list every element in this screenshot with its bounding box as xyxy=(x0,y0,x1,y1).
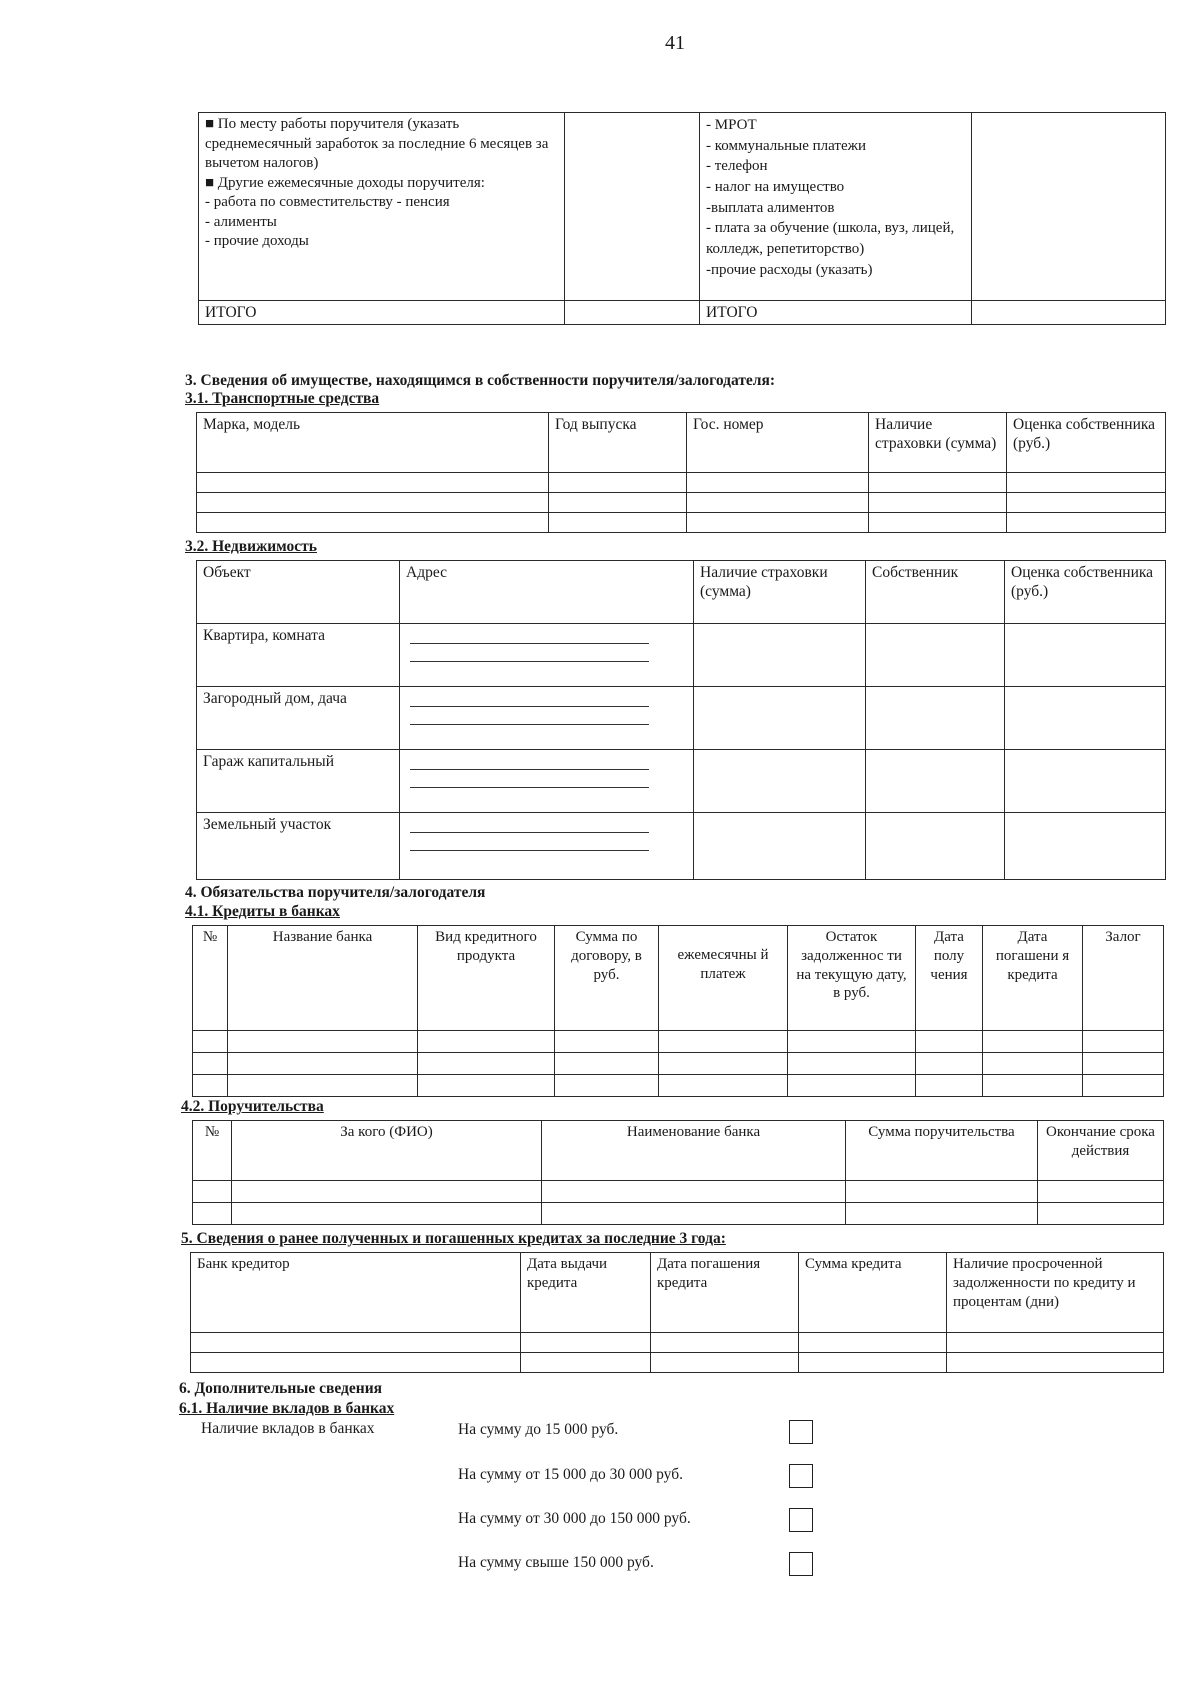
guarantees-header-cell: № xyxy=(193,1121,232,1181)
credits-header-cell: № xyxy=(193,926,228,1031)
prior-credits-header-cell: Банк кредитор xyxy=(191,1253,521,1333)
guarantees-header-cell: Наименование банка xyxy=(542,1121,846,1181)
vehicles-header-cell: Год выпуска xyxy=(549,413,687,473)
deposits-title: 6.1. Наличие вкладов в банках xyxy=(179,1400,395,1417)
section-5-title: 5. Сведения о ранее полученных и погашенных кредитах за последние 3 года: xyxy=(181,1230,726,1247)
table-cell[interactable] xyxy=(846,1203,1038,1225)
table-cell[interactable] xyxy=(916,1031,983,1053)
income-item: ■ По месту работы поручителя (указать среднемесячный заработок за последние 6 месяцев за вычетом налогов) xyxy=(205,116,549,171)
address-line xyxy=(410,815,649,833)
table-cell[interactable] xyxy=(542,1203,846,1225)
table-row xyxy=(197,687,1166,750)
table-cell[interactable] xyxy=(659,1031,788,1053)
address-line xyxy=(410,626,649,644)
guarantees-header-cell: Сумма поручительства xyxy=(846,1121,1038,1181)
table-cell[interactable] xyxy=(983,1031,1083,1053)
vehicles-title: 3.1. Транспортные средства xyxy=(185,390,380,407)
table-cell[interactable] xyxy=(947,1333,1164,1353)
table-cell[interactable] xyxy=(197,473,549,493)
realty-object-label: Квартира, комната xyxy=(197,624,400,687)
table-cell[interactable] xyxy=(555,1031,659,1053)
table-cell[interactable] xyxy=(1007,473,1166,493)
income-item: - алименты xyxy=(205,213,277,230)
expense-total-label: ИТОГО xyxy=(700,301,972,325)
table-cell[interactable] xyxy=(694,750,866,813)
table-cell[interactable] xyxy=(191,1333,521,1353)
table-cell[interactable] xyxy=(521,1333,651,1353)
table-cell[interactable] xyxy=(418,1075,555,1097)
table-cell[interactable] xyxy=(232,1181,542,1203)
income-total-label: ИТОГО xyxy=(199,301,565,325)
table-cell[interactable] xyxy=(869,493,1007,513)
address-line xyxy=(410,644,649,662)
deposit-checkbox-30000-150000[interactable] xyxy=(789,1508,813,1532)
expense-item: - телефон xyxy=(706,158,768,175)
credits-header-cell: Залог xyxy=(1083,926,1164,1031)
realty-object-label: Земельный участок xyxy=(197,813,400,880)
section-4-title: 4. Обязательства поручителя/залогодателя xyxy=(185,884,486,901)
table-cell[interactable] xyxy=(687,473,869,493)
table-cell[interactable] xyxy=(659,1075,788,1097)
credits-table xyxy=(192,925,1164,1097)
prior-credits-header-cell: Дата погашения кредита xyxy=(651,1253,799,1333)
credits-header-cell: Дата погашени я кредита xyxy=(983,926,1083,1031)
income-item: ■ Другие ежемесячные доходы поручителя: xyxy=(205,174,485,191)
realty-table xyxy=(196,560,1166,880)
table-row xyxy=(197,473,1166,493)
table-cell[interactable] xyxy=(1007,493,1166,513)
table-cell[interactable] xyxy=(193,1053,228,1075)
table-cell[interactable] xyxy=(1038,1181,1164,1203)
table-cell[interactable] xyxy=(866,624,1005,687)
credits-header-cell: ежемесячны й платеж xyxy=(659,926,788,1031)
section-3-title: 3. Сведения об имуществе, находящимся в собственности поручителя/залогодателя: xyxy=(185,372,776,389)
table-cell[interactable] xyxy=(197,513,549,533)
table-cell[interactable] xyxy=(866,750,1005,813)
realty-header-cell: Объект xyxy=(197,561,400,624)
table-row xyxy=(193,1053,1164,1075)
expense-item: - налог на имущество xyxy=(706,179,845,196)
table-row xyxy=(197,624,1166,687)
deposit-checkbox-up-to-15000[interactable] xyxy=(789,1420,813,1444)
table-row xyxy=(193,1203,1164,1225)
realty-header-cell: Собственник xyxy=(866,561,1005,624)
table-cell[interactable] xyxy=(694,813,866,880)
table-cell[interactable] xyxy=(555,1075,659,1097)
vehicles-header-cell: Марка, модель xyxy=(197,413,549,473)
table-cell[interactable] xyxy=(869,513,1007,533)
credits-header-cell: Название банка xyxy=(228,926,418,1031)
prior-credits-header-cell: Дата выдачи кредита xyxy=(521,1253,651,1333)
table-cell[interactable] xyxy=(788,1075,916,1097)
address-line xyxy=(410,833,649,851)
address-cell[interactable] xyxy=(400,687,694,750)
table-cell[interactable] xyxy=(1005,687,1166,750)
income-total-value[interactable] xyxy=(565,301,700,325)
table-cell[interactable] xyxy=(651,1353,799,1373)
realty-header-cell: Наличие страховки (сумма) xyxy=(694,561,866,624)
expense-item: - коммунальные платежи xyxy=(706,137,867,154)
realty-object-label: Загородный дом, дача xyxy=(197,687,400,750)
deposit-option-label: На сумму от 30 000 до 150 000 руб. xyxy=(458,1510,691,1527)
table-cell[interactable] xyxy=(983,1075,1083,1097)
credits-header-cell: Сумма по договору, в руб. xyxy=(555,926,659,1031)
table-cell[interactable] xyxy=(193,1203,232,1225)
expense-amount-cell[interactable] xyxy=(972,113,1166,301)
table-cell[interactable] xyxy=(191,1353,521,1373)
table-cell[interactable] xyxy=(788,1031,916,1053)
vehicles-header-cell: Гос. номер xyxy=(687,413,869,473)
address-line xyxy=(410,770,649,788)
address-cell[interactable] xyxy=(400,813,694,880)
page-number: 41 xyxy=(665,32,685,54)
vehicles-table xyxy=(196,412,1166,533)
table-cell[interactable] xyxy=(549,493,687,513)
address-line xyxy=(410,752,649,770)
deposit-checkbox-over-150000[interactable] xyxy=(789,1552,813,1576)
table-cell[interactable] xyxy=(232,1203,542,1225)
credits-title: 4.1. Кредиты в банках xyxy=(185,903,340,920)
section-6-title: 6. Дополнительные сведения xyxy=(179,1380,383,1397)
table-cell[interactable] xyxy=(916,1075,983,1097)
table-cell[interactable] xyxy=(193,1075,228,1097)
table-cell[interactable] xyxy=(983,1053,1083,1075)
table-cell[interactable] xyxy=(1083,1075,1164,1097)
table-cell[interactable] xyxy=(228,1053,418,1075)
table-cell[interactable] xyxy=(418,1053,555,1075)
income-amount-cell[interactable] xyxy=(565,113,700,301)
credits-header-cell: Остаток задолженнос ти на текущую дату, в руб. xyxy=(788,926,916,1031)
table-cell[interactable] xyxy=(542,1181,846,1203)
address-line xyxy=(410,689,649,707)
deposit-option-label: На сумму свыше 150 000 руб. xyxy=(458,1554,654,1571)
table-cell[interactable] xyxy=(651,1333,799,1353)
table-cell[interactable] xyxy=(866,813,1005,880)
deposit-option-label: На сумму от 15 000 до 30 000 руб. xyxy=(458,1466,683,1483)
guarantees-table xyxy=(192,1120,1164,1225)
guarantees-header-cell: За кого (ФИО) xyxy=(232,1121,542,1181)
table-row xyxy=(191,1333,1164,1353)
address-cell[interactable] xyxy=(400,750,694,813)
table-cell[interactable] xyxy=(659,1053,788,1075)
table-cell[interactable] xyxy=(521,1353,651,1373)
prior-credits-header-cell: Сумма кредита xyxy=(799,1253,947,1333)
income-items-cell xyxy=(199,113,565,301)
table-row xyxy=(197,813,1166,880)
table-row xyxy=(193,1181,1164,1203)
realty-header-cell: Адрес xyxy=(400,561,694,624)
prior-credits-table xyxy=(190,1252,1164,1373)
table-row xyxy=(197,750,1166,813)
realty-title: 3.2. Недвижимость xyxy=(185,538,317,555)
address-cell[interactable] xyxy=(400,624,694,687)
table-cell[interactable] xyxy=(866,687,1005,750)
income-item: - работа по совместительству - пенсия xyxy=(205,194,450,210)
credits-header-cell: Дата полу чения xyxy=(916,926,983,1031)
address-line xyxy=(410,707,649,725)
table-cell[interactable] xyxy=(694,687,866,750)
table-row xyxy=(197,513,1166,533)
table-cell[interactable] xyxy=(799,1333,947,1353)
table-cell[interactable] xyxy=(1083,1031,1164,1053)
income-expense-table xyxy=(198,112,1166,325)
expense-item: - плата за обучение (школа, вуз, лицей, колледж, репетиторство) xyxy=(706,220,955,258)
expense-item: - МРОТ xyxy=(706,117,757,133)
table-cell[interactable] xyxy=(555,1053,659,1075)
expense-items-cell xyxy=(700,113,972,301)
table-cell[interactable] xyxy=(869,473,1007,493)
table-cell[interactable] xyxy=(1038,1203,1164,1225)
table-cell[interactable] xyxy=(1005,624,1166,687)
guarantees-header-cell: Окончание срока действия xyxy=(1038,1121,1164,1181)
table-cell[interactable] xyxy=(549,473,687,493)
table-cell[interactable] xyxy=(687,513,869,533)
table-row xyxy=(193,1031,1164,1053)
table-cell[interactable] xyxy=(1007,513,1166,533)
table-row xyxy=(193,1075,1164,1097)
income-item: - прочие доходы xyxy=(205,233,309,249)
table-cell[interactable] xyxy=(947,1353,1164,1373)
expense-total-value[interactable] xyxy=(972,301,1166,325)
table-cell[interactable] xyxy=(418,1031,555,1053)
deposit-option-label: На сумму до 15 000 руб. xyxy=(458,1421,619,1438)
table-cell[interactable] xyxy=(687,493,869,513)
table-cell[interactable] xyxy=(694,624,866,687)
guarantees-title: 4.2. Поручительства xyxy=(181,1098,324,1115)
vehicles-header-cell: Оценка собственника (руб.) xyxy=(1007,413,1166,473)
table-cell[interactable] xyxy=(1083,1053,1164,1075)
table-cell[interactable] xyxy=(1005,750,1166,813)
table-cell[interactable] xyxy=(228,1031,418,1053)
deposit-checkbox-15000-30000[interactable] xyxy=(789,1464,813,1488)
table-cell[interactable] xyxy=(788,1053,916,1075)
table-row xyxy=(197,493,1166,513)
realty-object-label: Гараж капитальный xyxy=(197,750,400,813)
expense-item: -прочие расходы (указать) xyxy=(706,261,873,278)
table-cell[interactable] xyxy=(549,513,687,533)
table-cell[interactable] xyxy=(228,1075,418,1097)
expense-item: -выплата алиментов xyxy=(706,199,835,216)
table-cell[interactable] xyxy=(193,1031,228,1053)
credits-header-cell: Вид кредитного продукта xyxy=(418,926,555,1031)
table-cell[interactable] xyxy=(193,1181,232,1203)
table-row xyxy=(191,1353,1164,1373)
table-cell[interactable] xyxy=(1005,813,1166,880)
deposits-label: Наличие вкладов в банках xyxy=(201,1420,375,1437)
table-cell[interactable] xyxy=(799,1353,947,1373)
table-cell[interactable] xyxy=(916,1053,983,1075)
vehicles-header-cell: Наличие страховки (сумма) xyxy=(869,413,1007,473)
prior-credits-header-cell: Наличие просроченной задолженности по кредиту и процентам (дни) xyxy=(947,1253,1164,1333)
table-cell[interactable] xyxy=(197,493,549,513)
realty-header-cell: Оценка собственника (руб.) xyxy=(1005,561,1166,624)
table-cell[interactable] xyxy=(846,1181,1038,1203)
